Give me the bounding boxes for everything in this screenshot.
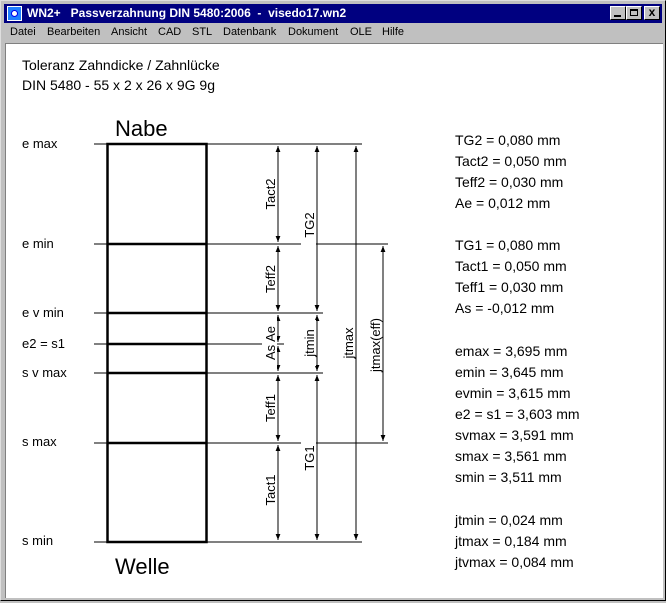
level-label: s min	[22, 533, 54, 548]
menu-hilfe[interactable]: Hilfe	[382, 26, 405, 38]
result-line: svmax = 3,591 mm	[455, 427, 574, 443]
level-label: e min	[22, 236, 54, 251]
level-label: s max	[22, 434, 57, 449]
title-bar[interactable]	[4, 4, 662, 23]
heading-line1: Toleranz Zahndicke / Zahnlücke	[22, 57, 220, 73]
result-line: TG1 = 0,080 mm	[455, 237, 561, 253]
dim-label-teff1: Teff1	[263, 394, 278, 422]
minimize-button[interactable]	[610, 6, 626, 20]
dim-label-jtmin: jtmin	[302, 329, 317, 357]
menu-ole[interactable]: OLE	[350, 26, 373, 38]
close-icon: x	[648, 5, 656, 19]
menu-stl[interactable]: STL	[192, 26, 213, 38]
tolerance-diagram	[6, 44, 663, 598]
dim-label-tact1: Tact1	[263, 474, 278, 506]
level-label: s v max	[22, 365, 67, 380]
result-line: Teff1 = 0,030 mm	[455, 279, 564, 295]
result-line: evmin = 3,615 mm	[455, 385, 571, 401]
result-line: emin = 3,645 mm	[455, 364, 564, 380]
menu-ansicht[interactable]: Ansicht	[111, 26, 148, 38]
result-line: smin = 3,511 mm	[455, 469, 562, 485]
menu-cad[interactable]: CAD	[158, 26, 182, 38]
window-title: WN2+ Passverzahnung DIN 5480:2006 - visedo17.wn2	[27, 6, 347, 20]
result-line: Ae = 0,012 mm	[455, 195, 551, 211]
shaft-label: Welle	[115, 554, 170, 579]
result-line: As = -0,012 mm	[455, 300, 555, 316]
dim-label-as-ae: As Ae	[263, 326, 278, 360]
menu-dokument[interactable]: Dokument	[288, 26, 339, 38]
menu-bearbeiten[interactable]: Bearbeiten	[47, 26, 101, 38]
menu-bar	[4, 24, 662, 42]
dim-label-teff2: Teff2	[263, 265, 278, 293]
result-line: emax = 3,695 mm	[455, 343, 568, 359]
dim-label-tact2: Tact2	[263, 178, 278, 210]
heading-line2: DIN 5480 - 55 x 2 x 26 x 9G 9g	[22, 77, 215, 93]
dim-label-tg2: TG2	[302, 212, 317, 238]
level-label: e2 = s1	[22, 336, 66, 351]
hub-label: Nabe	[115, 116, 168, 141]
menu-datenbank[interactable]: Datenbank	[223, 26, 277, 38]
app-icon[interactable]	[7, 6, 22, 21]
close-button[interactable]	[644, 6, 660, 20]
results-panel	[454, 132, 580, 570]
result-line: Teff2 = 0,030 mm	[455, 174, 564, 190]
maximize-button[interactable]	[626, 6, 642, 20]
result-line: TG2 = 0,080 mm	[455, 132, 561, 148]
result-line: Tact2 = 0,050 mm	[455, 153, 567, 169]
box-dividers	[107, 244, 207, 443]
level-label: e max	[22, 136, 58, 151]
level-label: e v min	[22, 305, 64, 320]
result-line: jtmin = 0,024 mm	[455, 512, 563, 528]
dim-label-tg1: TG1	[302, 445, 317, 471]
menu-datei[interactable]: Datei	[10, 26, 36, 38]
dim-label-jtmax-eff: jtmax(eff)	[368, 318, 383, 372]
result-line: smax = 3,561 mm	[455, 448, 567, 464]
result-line: e2 = s1 = 3,603 mm	[455, 406, 580, 422]
result-line: jtmax = 0,184 mm	[455, 533, 567, 549]
result-line: Tact1 = 0,050 mm	[455, 258, 567, 274]
result-line: jtvmax = 0,084 mm	[455, 554, 574, 570]
dim-label-jtmax: jtmax	[341, 327, 356, 359]
document-view[interactable]	[5, 43, 663, 598]
